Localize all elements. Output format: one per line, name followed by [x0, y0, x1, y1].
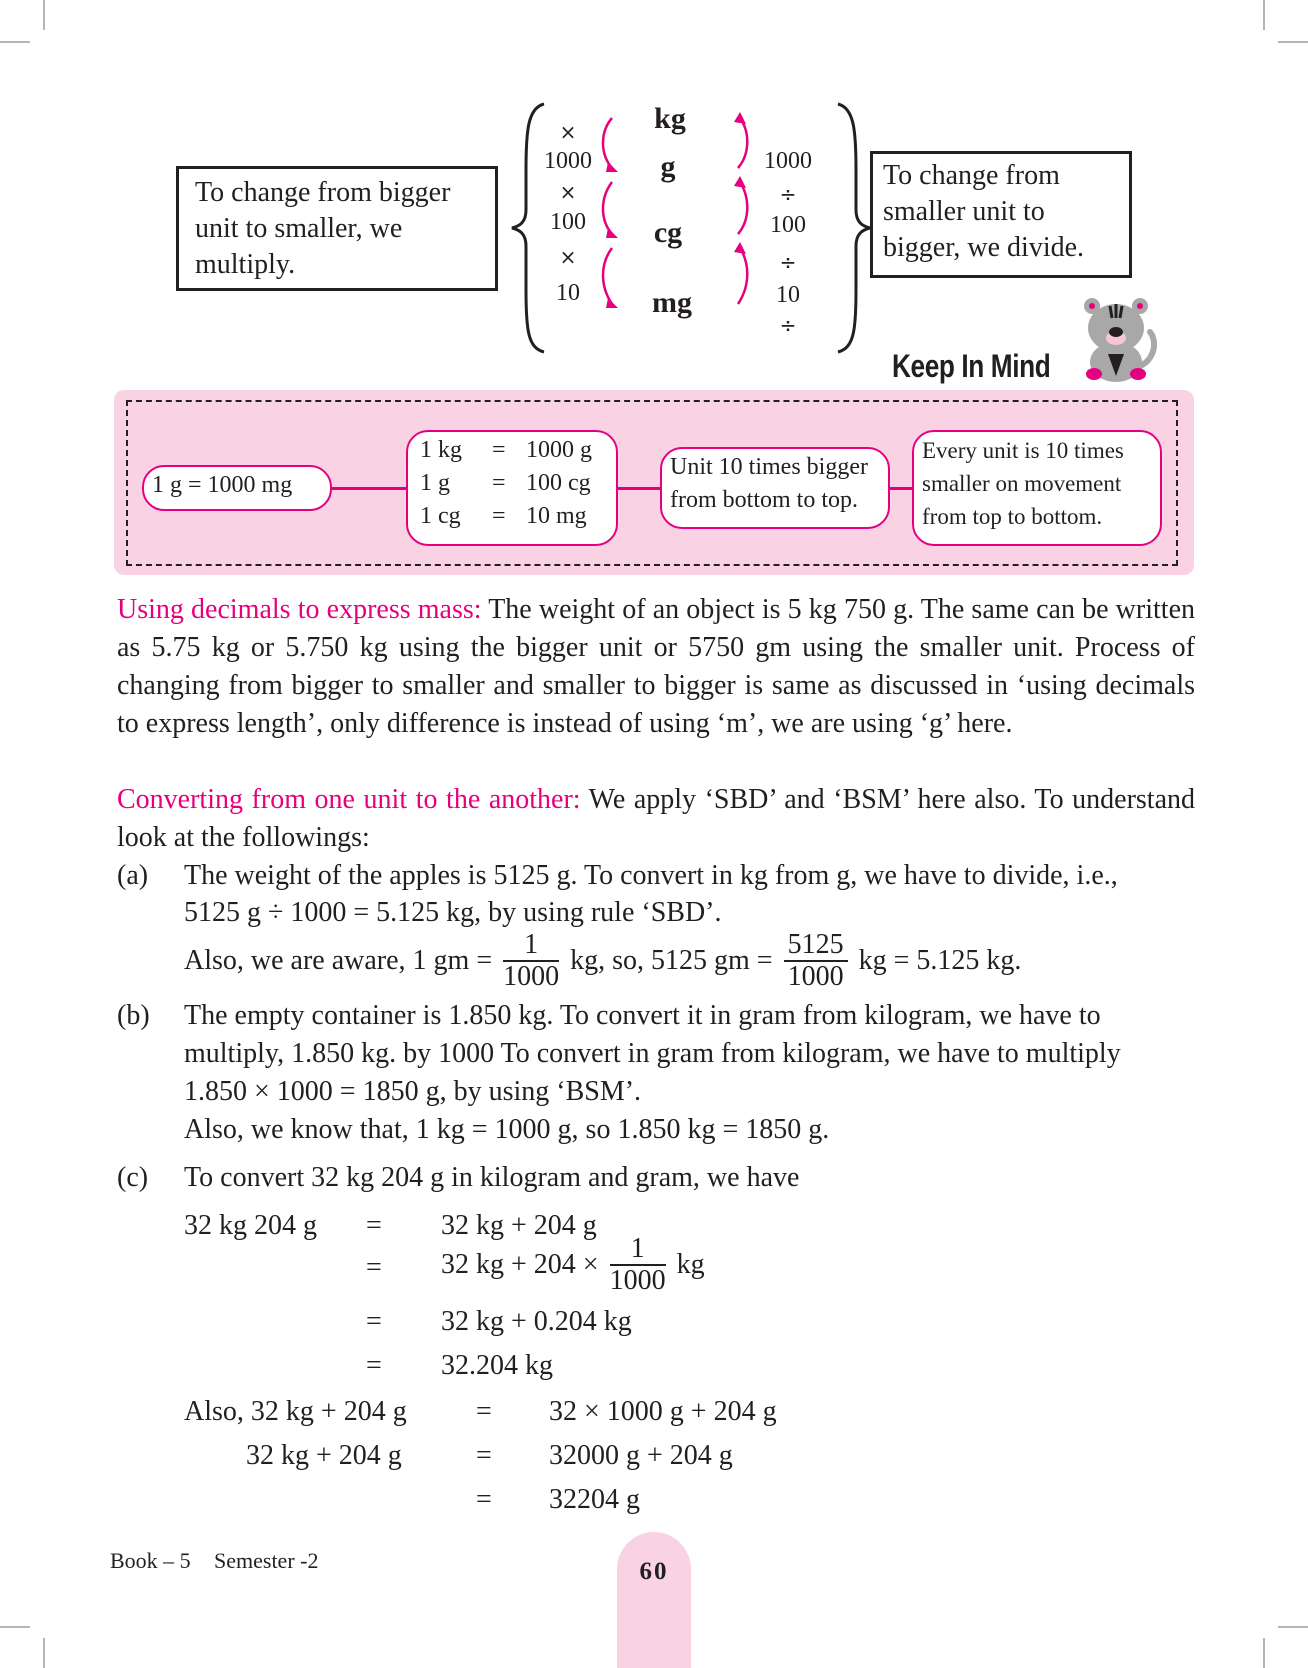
connector-line [616, 487, 664, 490]
unit-kg: kg [654, 102, 686, 135]
divide-rule-box [870, 151, 1132, 278]
divide-factor-1000: 1000 [764, 148, 812, 174]
section-heading: Using decimals to express mass: [117, 594, 482, 625]
keep-in-mind-title: Keep In Mind [892, 348, 1051, 384]
crop-mark [0, 41, 30, 43]
equivalence-row: 1 g = 100 cg [420, 470, 591, 496]
example-b-line: multiply, 1.850 kg. by 1000 To convert in gram from kilogram, we have to multiply [184, 1038, 1121, 1069]
page-number-tab [617, 1532, 691, 1668]
down-arrows-icon [598, 110, 628, 320]
fact-node-smaller-downward: Every unit is 10 times smaller on movement from top to bottom. [912, 430, 1162, 546]
equation-step: 32 kg + 204 g [441, 1210, 597, 1241]
multiply-symbol: × [559, 180, 577, 204]
equation-step: 32204 g [549, 1484, 640, 1515]
example-b-line: 1.850 × 1000 = 1850 g, by using ‘BSM’. [184, 1076, 642, 1107]
example-c-intro: To convert 32 kg 204 g in kilogram and gram, we have [184, 1162, 800, 1193]
equals-sign: = [366, 1306, 382, 1337]
crop-mark [1278, 1626, 1308, 1628]
crop-mark [43, 1638, 45, 1668]
equals-sign: = [476, 1440, 492, 1471]
example-label: (b) [117, 1000, 150, 1031]
equation-step: 32 × 1000 g + 204 g [549, 1396, 777, 1427]
connector-line [330, 487, 408, 490]
crop-mark [43, 0, 45, 30]
divide-rule-text: To change from smaller unit to bigger, we divide. [883, 160, 1085, 263]
equation-step: 32 kg + 0.204 kg [441, 1306, 632, 1337]
fact-node-g-mg: 1 g = 1000 mg [142, 465, 332, 511]
equals-sign: = [476, 1396, 492, 1427]
equals-sign: = [366, 1252, 382, 1283]
divide-factor-10: 10 [776, 282, 800, 308]
example-a-line: 5125 g ÷ 1000 = 5.125 kg, by using rule ‘SBD’. [184, 897, 722, 928]
example-label: (a) [117, 860, 149, 891]
example-b-line: Also, we know that, 1 kg = 1000 g, so 1.850 kg = 1850 g. [184, 1114, 830, 1145]
fraction: $\frac{5125}{1000}$ [784, 930, 848, 992]
tiger-cub-icon [1078, 292, 1162, 384]
example-a-line: The weight of the apples is 5125 g. To convert in kg from g, we have to divide, i.e., [184, 860, 1118, 891]
converting-units-paragraph: Converting from one unit to the another: We apply ‘SBD’ and ‘BSM’ here also. To understand look at the followings: [117, 784, 1195, 853]
multiply-rule-text: To change from bigger unit to smaller, we multiply. [195, 177, 451, 280]
crop-mark [1263, 0, 1265, 30]
equivalence-row: 1 cg = 10 mg [420, 503, 587, 529]
decimals-mass-paragraph: Using decimals to express mass: The weight of an object is 5 kg 750 g. The same can be written as 5.75 kg or 5.750 kg using the bigger unit or 5750 gm using the smaller unit. Process of changing from bigger to smaller and smaller to bigger is same as discussed in ‘using decimals to express length’, only difference is instead of using ‘m’, we are using ‘g’ here. [117, 594, 1195, 739]
right-brace-icon [834, 100, 874, 355]
equation-step: 32.204 kg [441, 1350, 553, 1381]
equation-step: 32000 g + 204 g [549, 1440, 733, 1471]
unit-g: g [660, 150, 676, 183]
multiply-factor-100: 100 [550, 209, 586, 235]
divide-symbol: ÷ [779, 182, 797, 206]
fact-node-bigger-upward: Unit 10 times bigger from bottom to top. [660, 447, 890, 529]
divide-symbol: ÷ [779, 250, 797, 274]
divide-factor-100: 100 [770, 212, 806, 238]
unit-cg: cg [653, 216, 683, 249]
footer-semester: Semester -2 [214, 1548, 319, 1573]
equation-lhs: 32 kg + 204 g [246, 1440, 402, 1471]
multiply-factor-10: 10 [556, 280, 580, 306]
fraction: $\frac{1}{1000}$ [609, 1233, 666, 1296]
equation-lhs: 32 kg 204 g [184, 1210, 317, 1241]
crop-mark [0, 1626, 30, 1628]
equation-lhs: Also, 32 kg + 204 g [184, 1396, 407, 1427]
fact-node-equivalences [406, 430, 618, 546]
equals-sign: = [476, 1484, 492, 1515]
example-b-line: The empty container is 1.850 kg. To convert it in gram from kilogram, we have to [184, 1000, 1101, 1031]
divide-symbol: ÷ [779, 313, 797, 337]
crop-mark [1263, 1638, 1265, 1668]
crop-mark [1278, 41, 1308, 43]
example-a-fraction-line: Also, we are aware, 1 gm = $\frac{1}{1000}$ kg, so, 5125 gm = $\frac{5125}{1000}$ kg = 5.125 kg. [184, 929, 1022, 992]
multiply-rule-box [176, 166, 498, 291]
multiply-symbol: × [559, 245, 577, 269]
equation-step: 32 kg + 204 × $\frac{1}{1000}$ kg [441, 1233, 705, 1296]
equals-sign: = [366, 1210, 382, 1241]
footer-book: Book – 5 [110, 1548, 191, 1573]
connector-line [888, 487, 914, 490]
section-heading: Converting from one unit to the another: [117, 784, 581, 815]
example-label: (c) [117, 1162, 149, 1193]
unit-mg: mg [652, 286, 692, 319]
fraction: $\frac{1}{1000}$ [503, 929, 560, 992]
multiply-factor-1000: 1000 [544, 148, 592, 174]
multiply-symbol: × [559, 120, 577, 144]
equals-sign: = [366, 1350, 382, 1381]
equivalence-row: 1 kg = 1000 g [420, 437, 592, 463]
page-number: 60 [639, 1558, 669, 1585]
